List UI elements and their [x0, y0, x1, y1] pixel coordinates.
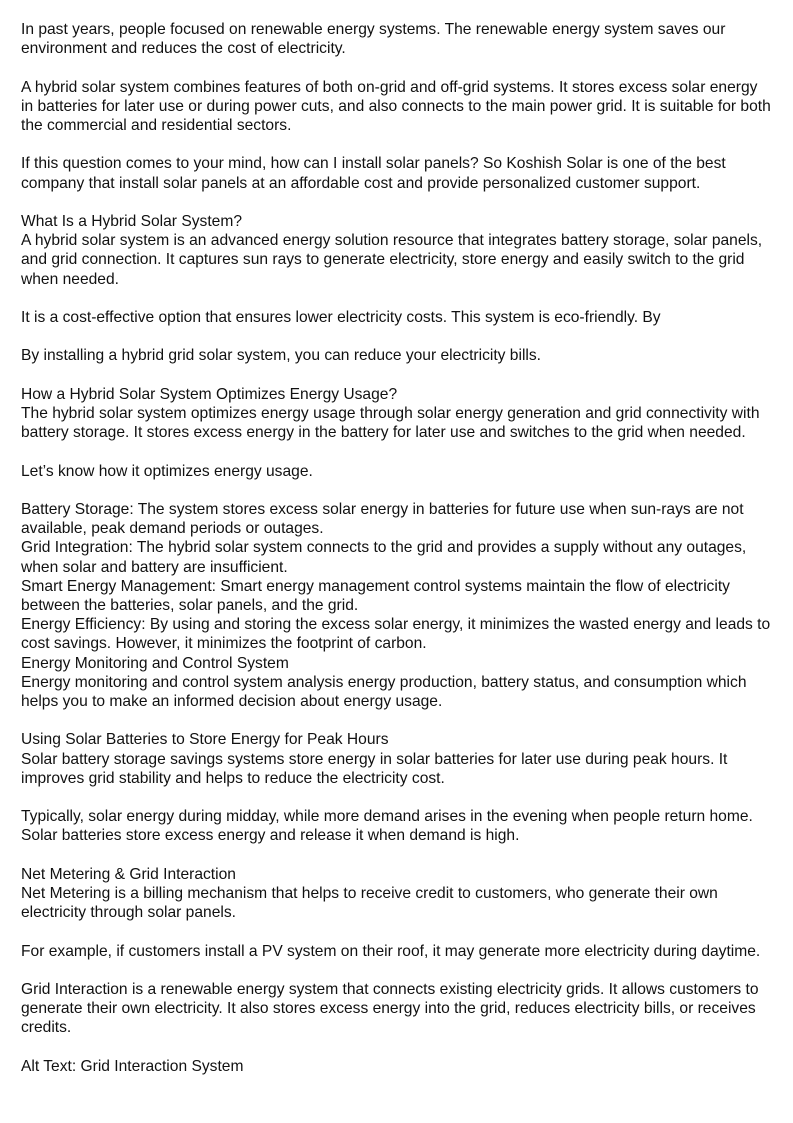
text-line: Energy Monitoring and Control System: [21, 654, 289, 672]
text-line: Energy monitoring and control system analysis energy production, battery status, and consumption which helps you to make an informed decision about energy usage.: [21, 673, 747, 710]
paragraph-spacer: [21, 922, 773, 941]
text-line: By installing a hybrid grid solar system, you can reduce your electricity bills.: [21, 347, 542, 365]
text-line: Net Metering & Grid Interaction: [21, 865, 236, 883]
paragraph-spacer: [21, 366, 773, 385]
text-line: What Is a Hybrid Solar System?: [21, 212, 242, 230]
text-line: It is a cost-effective option that ensures lower electricity costs. This system is eco-friendly. By: [21, 308, 661, 326]
paragraph-spacer: [21, 327, 773, 346]
text-line: Grid Interaction is a renewable energy system that connects existing electricity grids. It allows customers to generate their own electricity. It also stores excess energy into the grid, reduces electricity bills, or receives credits.: [21, 980, 759, 1037]
text-line: Battery Storage: The system stores excess solar energy in batteries for future use when sun-rays are not available, peak demand periods or outages.: [21, 500, 744, 538]
text-line: The hybrid solar system optimizes energy usage through solar energy generation and grid connectivity with battery storage. It stores excess energy in the battery for later use and switches to the grid when needed.: [21, 404, 760, 442]
text-line: A hybrid solar system is an advanced energy solution resource that integrates battery storage, solar panels, and grid connection. It captures sun rays to generate electricity, store energy and easily switch to the grid when needed.: [21, 232, 763, 288]
paragraph-spacer: [21, 961, 773, 980]
text-line: Net Metering is a billing mechanism that helps to receive credit to customers, who generate their own electricity through solar panels.: [21, 884, 718, 922]
document-body: [21, 20, 773, 1076]
text-line: Grid Integration: The hybrid solar system connects to the grid and provides a supply without any outages, when solar and battery are insufficient.: [21, 539, 747, 576]
paragraph-spacer: [21, 1038, 773, 1057]
paragraph-spacer: [21, 788, 773, 807]
paragraph-spacer: [21, 193, 773, 212]
text-line: For example, if customers install a PV system on their roof, it may generate more electricity during daytime.: [21, 942, 761, 960]
text-line: A hybrid solar system combines features of both on-grid and off-grid systems. It stores excess solar energy in batteries for later use or during power cuts, and also connects to the main power grid. It is suitable for both the commercial and residential sectors.: [21, 78, 771, 134]
text-line: Alt Text: Grid Interaction System: [21, 1057, 244, 1075]
text-line: Using Solar Batteries to Store Energy for Peak Hours: [21, 731, 389, 749]
text-line: Energy Efficiency: By using and storing the excess solar energy, it minimizes the wasted energy and leads to cost savings. However, it minimizes the footprint of carbon.: [21, 616, 771, 653]
paragraph-spacer: [21, 481, 773, 500]
text-line: If this question comes to your mind, how can I install solar panels? So Koshish Solar is one of the best company that install solar panels at an affordable cost and provide personalized customer support.: [21, 155, 726, 192]
paragraph-spacer: [21, 58, 773, 77]
paragraph-spacer: [21, 846, 773, 865]
text-line: Solar battery storage savings systems store energy in solar batteries for later use during peak hours. It improves grid stability and helps to reduce the electricity cost.: [21, 750, 728, 787]
paragraph-spacer: [21, 289, 773, 308]
paragraph-spacer: [21, 135, 773, 154]
text-line: How a Hybrid Solar System Optimizes Energy Usage?: [21, 385, 398, 403]
text-line: Typically, solar energy during midday, while more demand arises in the evening when people return home. Solar batteries store excess energy and release it when demand is high.: [21, 808, 753, 845]
text-line: Smart Energy Management: Smart energy management control systems maintain the flow of electricity between the batteries, solar panels, and the grid.: [21, 577, 730, 614]
paragraph-spacer: [21, 711, 773, 730]
text-line: Let’s know how it optimizes energy usage.: [21, 462, 313, 480]
text-line: In past years, people focused on renewable energy systems. The renewable energy system saves our environment and reduces the cost of electricity.: [21, 21, 726, 58]
paragraph-spacer: [21, 442, 773, 461]
